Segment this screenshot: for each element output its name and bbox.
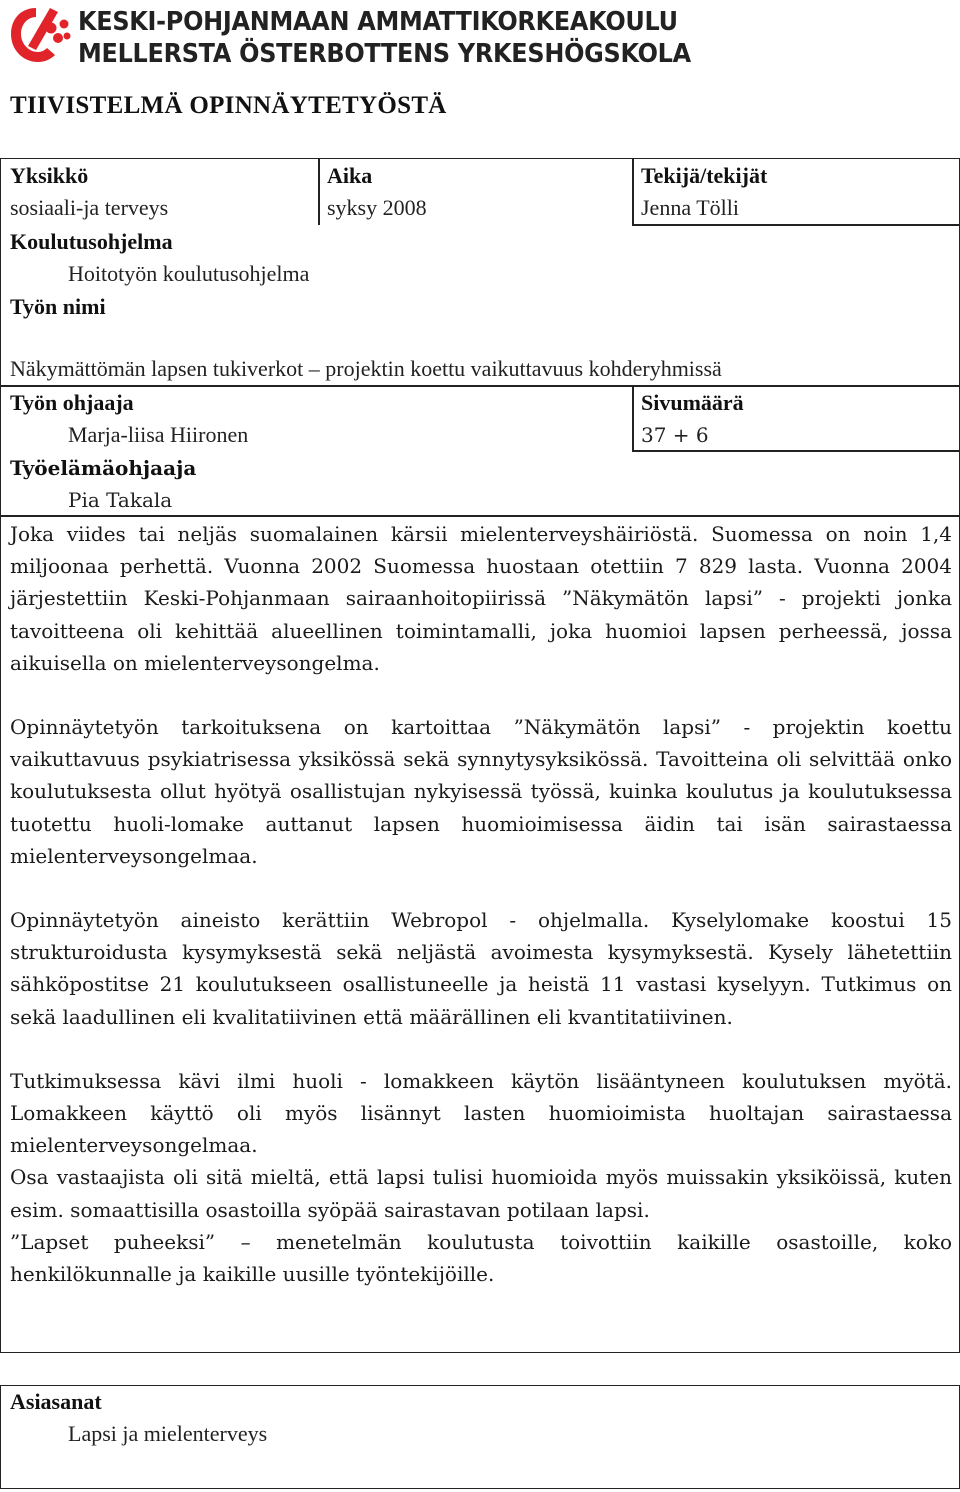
abstract-paragraph: ”Lapset puheeksi” – menetelmän koulutusta toivottiin kaikille osastoille, koko henkilökunnalle ja kaikille uusille työntekijöille.	[10, 1229, 952, 1287]
divider	[0, 515, 960, 517]
university-logo-icon	[6, 2, 72, 68]
keywords-label: Asiasanat	[10, 1389, 102, 1414]
divider	[632, 158, 634, 225]
time-value: syksy 2008	[327, 195, 427, 220]
author-label: Tekijä/tekijät	[641, 163, 768, 188]
author-value: Jenna Tölli	[641, 195, 739, 220]
thesis-title-value: Näkymättömän lapsen tukiverkot – projektin koettu vaikuttavuus kohderyhmissä	[10, 356, 722, 381]
divider	[632, 224, 960, 226]
unit-label: Yksikkö	[10, 163, 89, 188]
abstract-paragraph: Tutkimuksessa kävi ilmi huoli - lomakkeen käytön lisääntyneen koulutuksen myötä. Lomakkeen käyttö oli myös lisännyt lasten huomioimista huoltajan sairastaessa mielenterveysongelmaa.	[10, 1068, 952, 1158]
abstract-paragraph: Opinnäytetyön tarkoituksena on kartoittaa ”Näkymätön lapsi” - projektin koettu vaikuttavuus psykiatrisessa yksikössä sekä synnytysyksikössä. Tavoitteina oli selvittää onko koulutuksesta ollut hyötyä osallistujan nykyisessä työssä, kuinka koulutus ja koulutuksessa tuotettu huoli-lomake auttanut lapsen huomioimisessa äidin tai isän sairastaessa mielenterveysongelmaa.	[10, 715, 952, 868]
page-title: TIIVISTELMÄ OPINNÄYTETYÖSTÄ	[10, 92, 447, 119]
abstract-paragraph: Opinnäytetyön aineisto kerättiin Webropol - ohjelmalla. Kyselylomake koostui 15 strukturoidusta kysymyksestä sekä neljästä avoimesta kysymyksestä. Kysely lähetettiin sähköpostitse 21 koulutukseen osallistuneelle ja heistä 11 vastasi kyselyyn. Tutkimus on sekä laadullinen eli kvalitatiivinen että määrällinen eli kvantitatiivinen.	[10, 908, 952, 1029]
divider	[632, 450, 960, 452]
work-supervisor-label: Työelämäohjaaja	[10, 456, 197, 480]
page-header	[0, 0, 960, 80]
work-supervisor-value: Pia Takala	[68, 488, 173, 512]
abstract-text	[10, 518, 952, 1290]
supervisor-value: Marja-liisa Hiironen	[68, 422, 249, 447]
supervisor-label: Työn ohjaaja	[10, 390, 134, 415]
divider	[632, 385, 634, 451]
divider	[0, 385, 960, 387]
abstract-paragraph: Osa vastaajista oli sitä mieltä, että lapsi tulisi huomioida myös muissakin yksiköissä, kuten esim. somaattisilla osastoilla syöpää sairastavan potilaan lapsi.	[10, 1165, 952, 1222]
pages-label: Sivumäärä	[641, 390, 744, 415]
school-name	[78, 6, 691, 70]
programme-label: Koulutusohjelma	[10, 229, 173, 254]
time-label: Aika	[327, 163, 373, 188]
programme-value: Hoitotyön koulutusohjelma	[68, 261, 310, 286]
keywords-value: Lapsi ja mielenterveys	[68, 1421, 268, 1446]
unit-value: sosiaali-ja terveys	[10, 195, 169, 220]
school-name-fi: KESKI-POHJANMAAN AMMATTIKORKEAKOULU	[78, 7, 678, 37]
school-name-sv: MELLERSTA ÖSTERBOTTENS YRKESHÖGSKOLA	[78, 39, 691, 69]
divider	[318, 158, 320, 225]
pages-value: 37 + 6	[641, 423, 709, 447]
thesis-title-label: Työn nimi	[10, 294, 106, 319]
abstract-paragraph: Joka viides tai neljäs suomalainen kärsii mielenterveyshäiriöstä. Suomessa on noin 1,4 miljoonaa perhettä. Vuonna 2002 Suomessa huostaan otettiin 7 829 lasta. Vuonna 2004 järjestettiin Keski-Pohjanmaan sairaanhoitopiirissä ”Näkymätön lapsi” - projekti jonka tavoitteena oli kehittää alueellinen toimintamalli, joka huomioi lapsen perheessä, jossa aikuisella on mielenterveysongelma.	[10, 522, 952, 675]
